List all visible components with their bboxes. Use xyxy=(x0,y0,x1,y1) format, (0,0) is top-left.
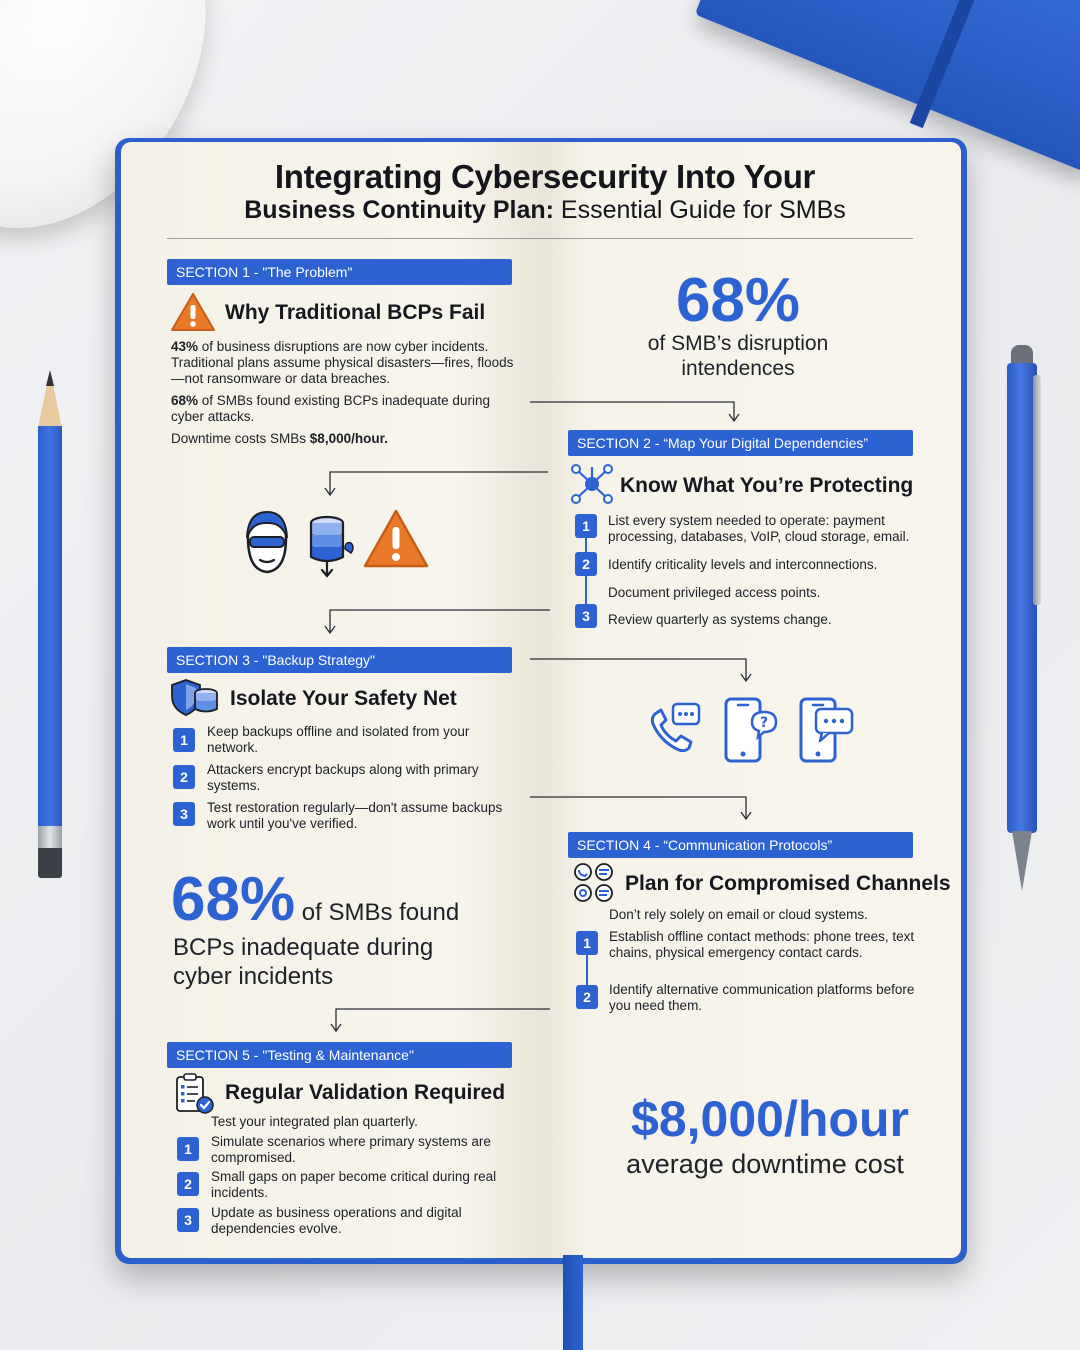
section-4-item-2: Identify alternative communication platforms before you need them. xyxy=(609,982,915,1013)
section-5-number-3: 3 xyxy=(177,1208,199,1232)
stat-3-value: $8,000/hour xyxy=(631,1091,909,1147)
section-4-item-1: Establish offline contact methods: phone trees, text chains, physical emergency contact cards. xyxy=(609,929,915,960)
section-5-heading: Regular Validation Required xyxy=(225,1081,506,1104)
section-1-paragraph-3: Downtime costs SMBs $8,000/hour. xyxy=(171,431,388,446)
section-5-item-3: Update as business operations and digital dependencies evolve. xyxy=(211,1205,462,1236)
section-3-item-3: Test restoration regularly—don't assume backups work until you've verified. xyxy=(207,800,503,831)
shield-database-icon xyxy=(170,678,220,718)
section-1-paragraph-1: 43% of business disruptions are now cyber incidents. Traditional plans assume physical disasters—fires, floods—not ransomware or data breaches. xyxy=(171,339,514,386)
section-3-number-2: 2 xyxy=(173,765,195,789)
section-3-item-1: Keep backups offline and isolated from your network. xyxy=(207,724,470,755)
warning-triangle-large-icon xyxy=(362,508,430,570)
section-2-number-3: 3 xyxy=(575,604,597,628)
warning-triangle-icon xyxy=(170,292,216,332)
stat-2-value: 68% xyxy=(171,865,296,934)
stat-1-value: 68% xyxy=(675,266,801,335)
section-2-item-1: List every system needed to operate: payment processing, databases, VoIP, cloud storage, email. xyxy=(608,513,910,544)
section-2-number-2: 2 xyxy=(575,552,597,576)
section-4-number-1: 1 xyxy=(576,931,598,955)
section-5-number-2: 2 xyxy=(177,1172,199,1196)
section-1-paragraph-2: 68% of SMBs found existing BCPs inadequate during cyber attacks. xyxy=(171,393,490,424)
smartphone-message-icon xyxy=(798,696,856,764)
section-3-item-2: Attackers encrypt backups along with primary systems. xyxy=(207,762,479,793)
section-4-heading: Plan for Compromised Channels xyxy=(625,872,951,895)
section-2-item-2: Identify criticality levels and interconnections. xyxy=(608,557,878,572)
database-download-icon xyxy=(305,513,357,579)
section-2-bar: SECTION 2 - “Map Your Digital Dependencies” xyxy=(568,430,913,456)
section-5-bar: SECTION 5 - "Testing & Maintenance" xyxy=(167,1042,512,1068)
chat-bubbles-icon xyxy=(572,862,616,904)
section-4-number-2: 2 xyxy=(576,985,598,1009)
stat-3-label: average downtime cost xyxy=(626,1149,904,1179)
section-4-bar: SECTION 4 - “Communication Protocols” xyxy=(568,832,913,858)
clipboard-checklist-icon xyxy=(173,1073,215,1115)
phone-chat-icon xyxy=(645,700,703,756)
section-5-intro: Test your integrated plan quarterly. xyxy=(211,1114,418,1129)
page-subtitle: Business Continuity Plan: Essential Guide for SMBs xyxy=(244,196,846,224)
section-5-number-1: 1 xyxy=(177,1137,199,1161)
hacker-face-icon xyxy=(238,508,296,578)
section-2-heading: Know What You’re Protecting xyxy=(620,474,914,497)
svg-text:?: ? xyxy=(759,715,769,731)
section-1-heading: Why Traditional BCPs Fail xyxy=(225,301,486,324)
page-title: Integrating Cybersecurity Into Your xyxy=(274,158,816,195)
section-5-item-2: Small gaps on paper become critical during real incidents. xyxy=(211,1169,497,1200)
section-2-item-3: Document privileged access points. xyxy=(608,585,821,600)
stat-1-label: of SMB’s disruption intendences xyxy=(647,332,829,380)
section-3-bar: SECTION 3 - "Backup Strategy" xyxy=(167,647,512,673)
stat-2-headline: 68% of SMBs found xyxy=(171,865,460,934)
section-5-item-1: Simulate scenarios where primary systems are compromised. xyxy=(211,1134,491,1165)
section-2-number-1: 1 xyxy=(575,514,597,538)
section-2-item-4: Review quarterly as systems change. xyxy=(608,612,832,627)
network-nodes-icon xyxy=(570,463,614,505)
section-3-heading: Isolate Your Safety Net xyxy=(230,687,457,710)
section-3-number-1: 1 xyxy=(173,728,195,752)
stat-2-label: BCPs inadequate during cyber incidents xyxy=(173,934,434,990)
section-1-bar: SECTION 1 - "The Problem" xyxy=(167,259,512,285)
section-3-number-3: 3 xyxy=(173,802,195,826)
smartphone-question-icon xyxy=(722,696,780,764)
section-4-intro: Don’t rely solely on email or cloud systems. xyxy=(609,907,868,922)
